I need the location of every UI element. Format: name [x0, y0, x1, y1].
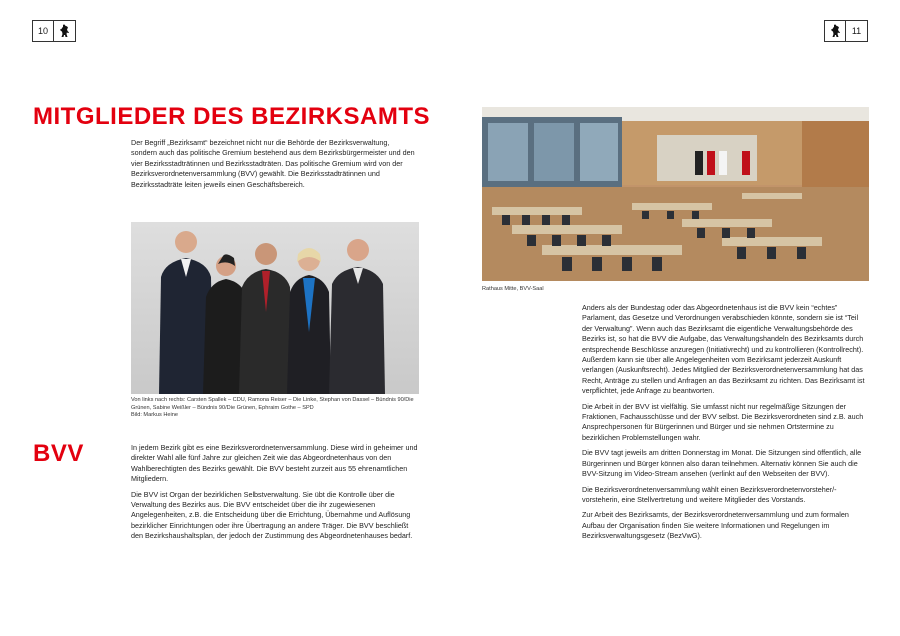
intro-paragraph: Der Begriff „Bezirksamt“ bezeichnet nicht nur die Behörde der Bezirksverwaltung, sondern auch das politische Gremium bestehend aus dem Bezirksbürgermeister und den vier Bezirksstadträtinnen und Bezirksstadträten. Das politische Gremium wird von der Bezirksverordnetenversammlung (BVV) gewählt. Die Bezirksstadträtinnen und Bezirksstadträte leiten jeweils einen Geschäftsbereich.: [131, 138, 415, 189]
page-number-label: 11: [846, 20, 868, 42]
berlin-bear-icon: [824, 20, 846, 42]
heading-bvv: BVV: [33, 440, 84, 467]
bvv-paragraph: Die BVV ist Organ der bezirklichen Selbstverwaltung. Sie übt die Kontrolle über die Verwaltung des Bezirks aus. Die BVV entscheidet über die ihr zugewiesenen Angelegenheiten, z.B. die Entscheidung über die Errichtung, Übernahme und Auflösung bezirklicher Einrichtungen oder ihre Übertragung an andere Träger. Die BVV beschließt den Bezirkshaushaltsplan, der jedoch der Zustimmung des Abgeordnetenhauses bedarf.: [131, 489, 413, 541]
page-number-right: [824, 20, 868, 42]
hall-photo-caption: Rathaus Mitte, BVV-Saal: [482, 286, 544, 292]
caption-credit: Bild: Markus Heine: [131, 412, 178, 419]
bvv-paragraph: In jedem Bezirk gibt es eine Bezirksverordnetenversammlung. Diese wird in geheimer und direkter Wahl alle fünf Jahre zur gleichen Zeit wie das Abgeordnetenhaus von den Wahlberechtigten des Bezirks gewählt. Die BVV besteht zurzeit aus 55 ehrenamtlichen Mitgliedern.: [131, 443, 418, 484]
caption-text: Von links nach rechts: Carsten Spallek – CDU, Ramona Reiser – Die Linke, Stephan von Dassel – Bündnis 90/Die Grünen, Sabine Weißler – Bündnis 90/Die Grünen, Ephraim Gothe – SPD: [131, 397, 414, 411]
intro-text: [131, 138, 417, 195]
right-column-text: [582, 303, 869, 547]
page-number-label: 10: [32, 20, 54, 42]
hall-photo: [482, 107, 869, 281]
berlin-bear-icon: [54, 20, 76, 42]
page-number-left: [32, 20, 76, 42]
heading-bezirksamt: MITGLIEDER DES BEZIRKSAMTS: [33, 103, 431, 130]
right-paragraph: Die BVV tagt jeweils am dritten Donnerstag im Monat. Die Sitzungen sind öffentlich, alle Bürgerinnen und Bürger können also daran teilnehmen. Alternativ können Sie auch die BVV-Sitzung im Video-Stream ansehen (verlinkt auf den Webseiten der BVV).: [582, 448, 862, 479]
bvv-text: [131, 443, 419, 547]
right-paragraph: Die Bezirksverordnetenversammlung wählt einen Bezirksverordnetenvorsteher/-vorsteherin, eine Stellvertretung und weitere Mitglieder des Vorstands.: [582, 484, 837, 504]
group-photo: [131, 222, 419, 394]
right-paragraph: Die Arbeit in der BVV ist vielfältig. Sie umfasst nicht nur regelmäßige Sitzungen der Fraktionen, Fachausschüsse und der BVV selbst. Die Bezirksverordneten sind z.B. auch Ansprechpersonen für Bürgerinnen und Bürger und sie nehmen Ortstermine zu bezirklichen Problemstellungen wahr.: [582, 401, 864, 442]
right-paragraph: Anders als der Bundestag oder das Abgeordnetenhaus ist die BVV kein “echtes” Parlament, das Gesetze und Verordnungen verabschieden könnte, sondern sie ist “Teil der Verwaltung”. Wenn auch das Bezirksamt die eigentliche Verwaltungsbehörde des Bezirks ist, so hat die BVV die Aufgabe, das Verwaltungshandeln des Bezirksamts durch entsprechende Beschlüsse anzuregen (Initiativrecht) und zu kontrollieren (Kontrollrecht). Außerdem kann sie über alle Angelegenheiten vom Bezirksamt jederzeit Auskunft verlangen (Auskunftsrecht). Jedes Mitglied der Bezirksverordnetenversammlung hat das Recht, Anträge zu stellen und Anfragen an das Bezirksamt zu richten. Das Bezirksamt ist verpflichtet, jede Anfrage zu beantworten.: [582, 303, 865, 396]
group-photo-caption: [131, 397, 421, 420]
right-paragraph: Zur Arbeit des Bezirksamts, der Bezirksverordnetenversammlung und zum formalen Aufbau der Organisation finden Sie weitere Informationen und Regelungen im Bezirksverwaltungsgesetz (BezVwG).: [582, 510, 849, 541]
